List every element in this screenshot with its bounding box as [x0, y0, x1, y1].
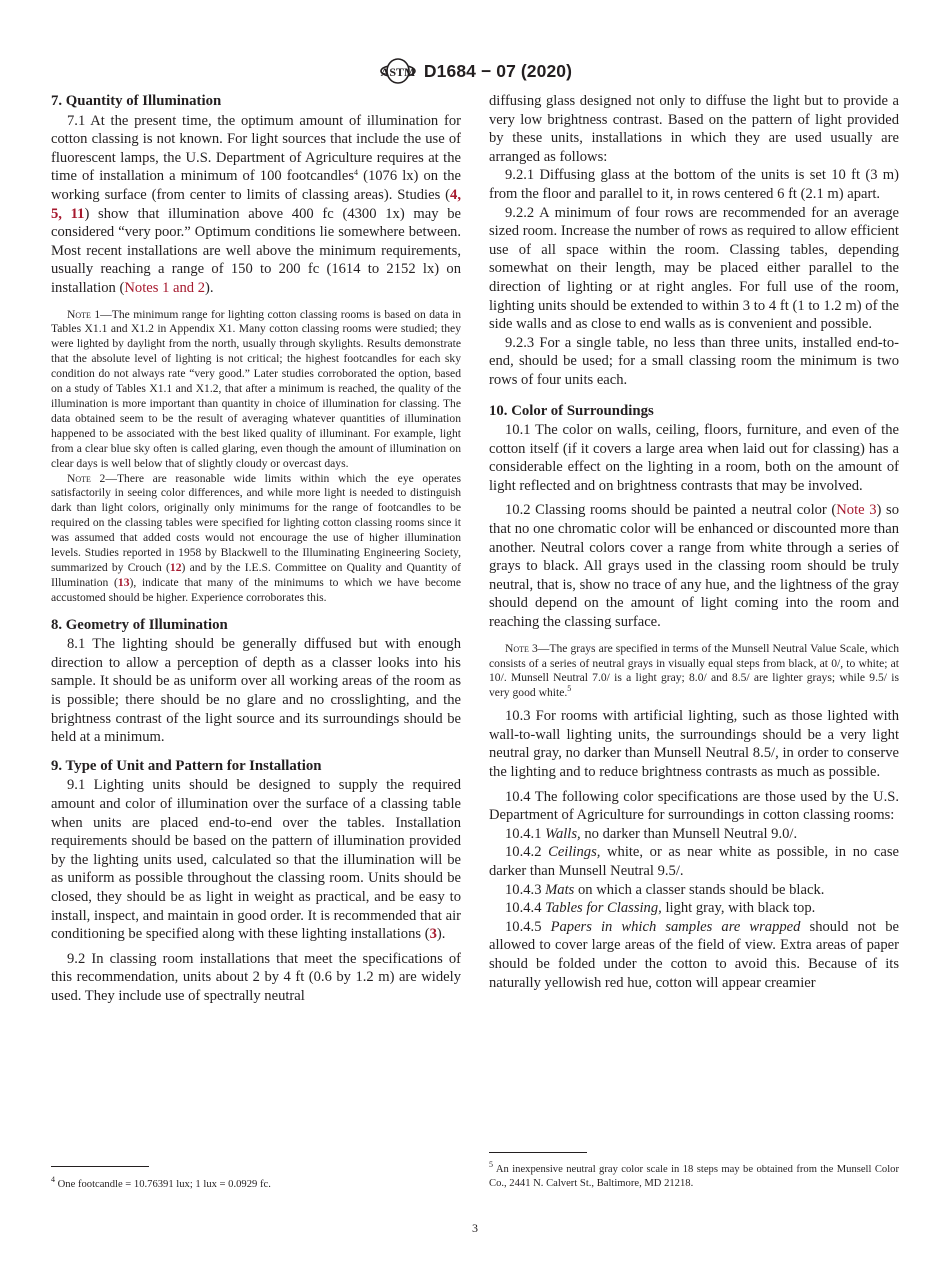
note-1: Note 1—The minimum range for lighting cotton classing rooms is based on data in Tables X1.1 and X1.2 in Appendix X1. Many cotton classing rooms were studied; they were lighted by daylight from the north, usually through skylights. Results demonstrate that the absolute level of lighting is not critical; the highest footcandles for each sky condition do not always rate “very good.” Later studies corroborated the option, based on a study of Tables X1.1 and X1.2, that after a minimum is reached, the quality of the illumination is more important than quantity in choice of illumination for classing. The data obtained seem to be the result of averaging whatever quantities of illumination happened to be associated with the best liked quality of illuminant. For example, light from a clear blue sky often is called glaring, even though the amount of illumination on clear days is well below that of slightly cloudy or overcast days.	[51, 307, 461, 470]
note-3: Note 3—The grays are specified in terms of the Munsell Neutral Value Scale, which consists of a series of neutral grays in visually equal steps from black, at 0/, to white; at 10/. Munsell Neutral 7.0/ is a light gray; 8.0/ and 8.5/ are lighter grays; while 9.5/ is very good white.$^5$	[489, 641, 899, 700]
footnote-ref-4[interactable]: 4	[354, 168, 359, 178]
paragraph-9-2-1: 9.2.1 Diffusing glass at the bottom of the units is set 10 ft (3 m) from the floor and parallel to it, in rows centered 6 ft (2.1 m) apart.	[489, 167, 899, 202]
section-10-heading: 10. Color of Surroundings	[489, 402, 654, 419]
paragraph-9-2-2: 9.2.2 A minimum of four rows are recommended for an average sized room. Increase the number of rows as required to allow efficient use of all space within the room. Classing tables, depending somewhat on their length, may be placed either parallel to the direction of lighting or at right angles. For full use of the room, lighting units should be extended to within 3 to 4 ft (1 to 1.2 m) of the side walls and as close to end walls as is convenient and possible.	[489, 204, 899, 333]
paragraph-10-4-5: 10.4.5 Papers in which samples are wrapped should not be allowed to cover large areas of the field of view. Extra areas of paper should be folded under the cotton to avoid this. Because of its naturally yellowish red hue, cotton will appear creamier	[489, 918, 900, 991]
reference-link-13[interactable]: 13	[117, 575, 130, 589]
paragraph-7-1: 7.1 At the present time, the optimum amount of illumination for cotton classing is not known. For light sources that include the use of fluorescent lamps, the U.S. Department of Agriculture requires at the time of installation a minimum of 100 footcandles$^4$ (1076 lx) on the working surface (from center to limits of classing areas). Studies (4, 5, 11) show that illumination above 400 fc (4300 1x) may be considered “very poor.” Optimum conditions lie somewhere between. Most recent installations are well above the minimum requirements, usually reaching a range of 150 to 200 fc (1614 to 2152 lx) on installation (Notes 1 and 2).	[51, 112, 462, 296]
reference-link-4[interactable]: 4	[450, 186, 458, 203]
paragraph-10-4-4: 10.4.4 Tables for Classing, light gray, with black top.	[505, 900, 816, 917]
paragraph-10-4-2: 10.4.2 Ceilings, white, or as near white as possible, in no case darker than Munsell Neutral 9.5/.	[489, 844, 899, 879]
section-9-heading: 9. Type of Unit and Pattern for Installation	[51, 757, 322, 774]
standard-designation: D1684 − 07 (2020)	[423, 60, 573, 81]
notes-1-and-2-link[interactable]: Notes 1 and 2	[124, 279, 206, 296]
paragraph-9-2: 9.2 In classing room installations that meet the specifications of this recommendation, units about 2 by 4 ft (0.6 by 1.2 m) are widely used. They include use of spectrally neutral	[51, 950, 461, 1004]
paragraph-8-1: 8.1 The lighting should be generally diffused but with enough direction to allow a perception of depth as a classer looks into his sample. It should be as uniform over all working areas of the room as is possible; there should be no glare and no crosslighting, and the brightness contrast of the light source and its surroundings should be held at a minimum.	[51, 636, 461, 746]
page-number: 3	[472, 1221, 478, 1235]
paragraph-9-1: 9.1 Lighting units should be designed to supply the required amount and color of illumination over the surface of a classing table when units are placed end-to-end over the tables. Installation requirements should be based on the pattern of illumination provided by the lighting units used, calculated so that the illumination will be as uniform as possible throughout the classing room. Units should be closed, they should be as light in weight as practical, and be easy to install, inspect, and maintain in good order. It is recommended that air conditioning be specified along with these lighting installations (3).	[51, 777, 461, 943]
paragraph-10-1: 10.1 The color on walls, ceiling, floors, furniture, and even of the cotton itself (if it covers a large area when laid out for classing) has a considerable effect on the lighting in a room, both on the amount of light reflected and on brightness contrasts that may be involved.	[489, 422, 899, 494]
note-3-link[interactable]: Note 3	[836, 502, 877, 519]
astm-logo-icon	[378, 56, 418, 86]
paragraph-10-4-3: 10.4.3 Mats on which a classer stands should be black.	[505, 881, 825, 898]
page-header	[0, 56, 950, 86]
paragraph-9-2-3: 9.2.3 For a single table, no less than three units, installed end-to-end, should be used; for a small classing room the minimum is two rows of four units each.	[489, 334, 899, 388]
footnote-divider-right	[489, 1152, 587, 1153]
reference-link-3[interactable]: 3	[429, 926, 437, 943]
footnote-5: $^5$ An inexpensive neutral gray color scale in 18 steps may be obtained from the Munsell Color Co., 2441 N. Calvert St., Baltimore, MD 21218.	[489, 1160, 899, 1190]
right-column	[489, 92, 899, 992]
left-column	[51, 92, 461, 1006]
paragraph-10-4-1: 10.4.1 Walls, no darker than Munsell Neutral 9.0/.	[505, 825, 798, 842]
footnote-4: $^4$ One footcandle = 10.76391 lux; 1 lux = 0.0929 fc.	[51, 1175, 271, 1190]
footnote-divider-left	[51, 1166, 149, 1167]
section-7-heading: 7. Quantity of Illumination	[51, 93, 222, 109]
paragraph-10-2: 10.2 Classing rooms should be painted a neutral color (Note 3) so that no one chromatic color will be enhanced or discounted more than another. Neutral colors cover a range from white through a series of grays to black. All grays used in the classing room should be truly neutral, that is, show no trace of any hue, and the lightness of the gray should depend on the amount of light coming into the room and reaching the classing surface.	[489, 502, 899, 631]
reference-link-12[interactable]: 12	[169, 560, 182, 574]
svg-text:ASTM: ASTM	[380, 65, 416, 79]
paragraph-10-4: 10.4 The following color specifications are those used by the U.S. Department of Agriculture for surroundings in cotton classing rooms:	[489, 788, 899, 824]
reference-link-11[interactable]: 11	[70, 205, 85, 222]
section-8-heading: 8. Geometry of Illumination	[51, 616, 228, 633]
paragraph-9-2-continued: diffusing glass designed not only to diffuse the light but to provide a very low brightness contrast. Based on the pattern of light provided by these units, installations in which they are used usually are arranged as follows:	[489, 93, 899, 165]
reference-link-5[interactable]: 5	[51, 205, 59, 222]
note-2: Note 2—There are reasonable wide limits within which the eye operates satisfactorily in seeing color differences, and while more light is needed to distinguish dark than light colors, originally only minimums for the range of footcandles to be required on the classing tables were specified for lighting cotton classing rooms since it was assumed that added costs would not encourage the use of higher illumination levels. Studies reported in 1958 by Blackwell to the Illuminating Engineering Society, summarized by Crouch (12) and by the I.E.S. Committee on Quality and Quantity of Illumination (13), indicate that many of the minimums to which we have become accustomed should be higher. Experience corroborates this.	[51, 471, 462, 604]
paragraph-10-3: 10.3 For rooms with artificial lighting, such as those lighted with wall-to-wall lighting units, the surroundings should be a very light neutral gray, no darker than Munsell Neutral 8.5/, in order to conserve the lighting and to reduce brightness contrasts as much as possible.	[489, 708, 899, 781]
footnote-ref-5[interactable]: 5	[567, 684, 572, 694]
